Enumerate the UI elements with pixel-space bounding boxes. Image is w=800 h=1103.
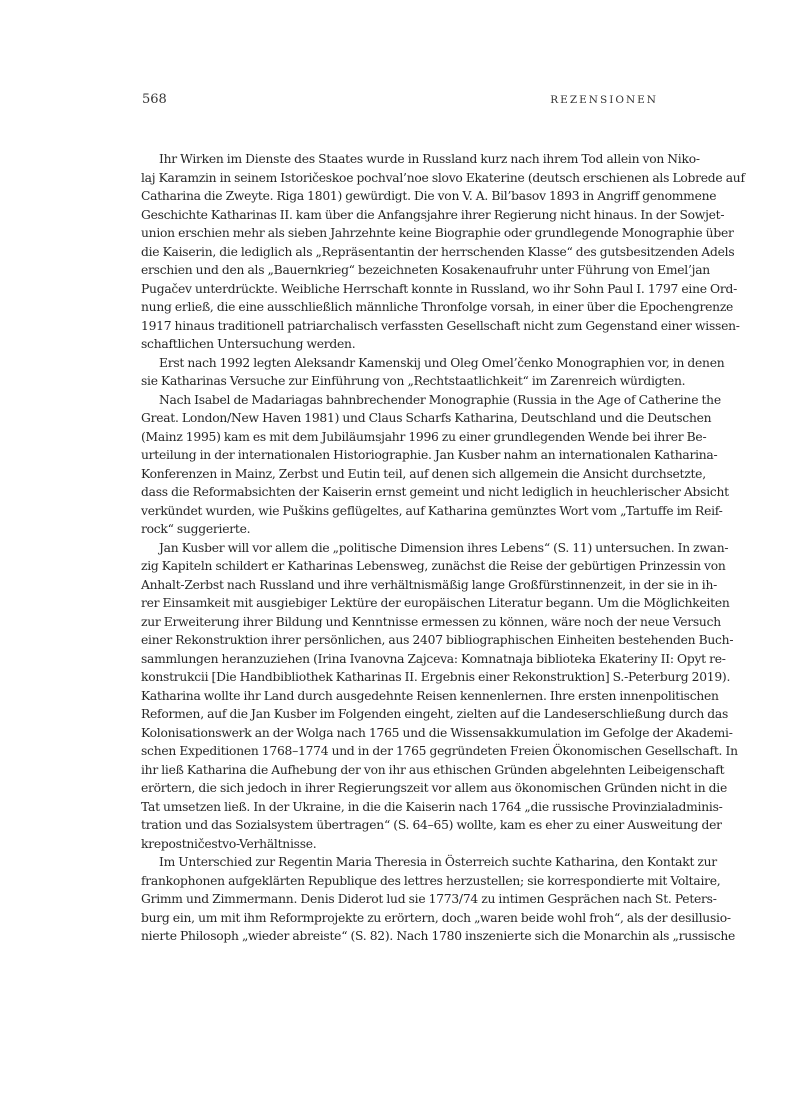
text-line: zig Kapiteln schildert er Katharinas Lebensweg, zunächst die Reise der gebürtigen Prinzessin von xyxy=(141,559,726,573)
text-line: urteilung in der internationalen Historiographie. Jan Kusber nahm an internationalen Katharina- xyxy=(141,448,718,462)
text-line: Erst nach 1992 legten Aleksandr Kamenskij und Oleg Omel’čenko Monographien vor, in denen xyxy=(159,355,725,370)
text-line: Jan Kusber will vor allem die „politische Dimension ihres Lebens“ (S. 11) untersuchen. In zwan- xyxy=(159,540,729,555)
text-line: Konferenzen in Mainz, Zerbst und Eutin teil, auf denen sich allgemein die Ansicht durchsetzte, xyxy=(141,466,706,481)
body-text xyxy=(141,150,745,946)
text-line: Kolonisationswerk an der Wolga nach 1765 und die Wissensakkumulation im Gefolge der Akademi- xyxy=(141,725,733,740)
text-line: nung erließ, die eine ausschließlich männliche Thronfolge vorsah, in einer über die Epochengrenze xyxy=(141,300,734,314)
paragraph xyxy=(141,150,745,354)
text-line: 1917 hinaus traditionell patriarchalisch verfassten Gesellschaft nicht zum Gegenstand einer wissen- xyxy=(141,318,740,333)
text-line: nierte Philosoph „wieder abreiste“ (S. 82). Nach 1780 inszenierte sich die Monarchin als „russische xyxy=(141,929,736,943)
text-line: ihr ließ Katharina die Aufhebung der von ihr aus ethischen Gründen abgelehnten Leibeigenschaft xyxy=(141,762,725,777)
text-line: die Kaiserin, die lediglich als „Repräsentantin der herrschenden Klasse“ des gutsbesitzenden Adels xyxy=(141,244,735,259)
paragraph xyxy=(141,354,725,391)
text-line: zur Erweiterung ihrer Bildung und Kenntnisse ermessen zu können, wäre noch der neue Versuch xyxy=(141,614,721,629)
text-line: Catharina die Zweyte. Riga 1801) gewürdigt. Die von V. A. Bil’basov 1893 in Angriff genommene xyxy=(141,189,717,203)
text-line: krepostničestvo-Verhältnisse. xyxy=(141,836,317,851)
text-line: erörtern, die sich jedoch in ihrer Regierungszeit vor allem aus ökonomischen Gründen nicht in die xyxy=(141,781,727,795)
text-line: (Mainz 1995) kam es mit dem Jubiläumsjahr 1996 zu einer grundlegenden Wende bei ihrer Be- xyxy=(141,429,707,444)
text-line: einer Rekonstruktion ihrer persönlichen, aus 2407 bibliographischen Einheiten bestehenden Buch- xyxy=(141,633,734,647)
text-line: Katharina wollte ihr Land durch ausgedehnte Reisen kennenlernen. Ihre ersten innenpolitischen xyxy=(141,688,719,703)
text-line: Tat umsetzen ließ. In der Ukraine, in die die Kaiserin nach 1764 „die russische Provinzialadminis- xyxy=(141,799,723,814)
text-line: Ihr Wirken im Dienste des Staates wurde in Russland kurz nach ihrem Tod allein von Niko- xyxy=(159,152,700,166)
text-line: Grimm und Zimmermann. Denis Diderot lud sie 1773/74 zu intimen Gesprächen nach St. Peters- xyxy=(141,892,717,906)
text-line: sie Katharinas Versuche zur Einführung von „Rechtstaatlichkeit“ im Zarenreich würdigten. xyxy=(141,374,686,388)
text-line: konstrukcii [Die Handbibliothek Katharinas II. Ergebnis einer Rekonstruktion] S.-Peterburg 2019). xyxy=(141,670,731,684)
page-number: 568 xyxy=(142,92,167,107)
text-line: schen Expeditionen 1768–1774 und in der 1765 gegründeten Freien Ökonomischen Gesellschaft. In xyxy=(141,744,738,758)
text-line: Reformen, auf die Jan Kusber im Folgenden eingeht, zielten auf die Landeserschließung durch das xyxy=(141,707,729,721)
paragraph xyxy=(141,853,736,946)
text-line: Nach Isabel de Madariagas bahnbrechender Monographie (Russia in the Age of Catherine the xyxy=(159,392,721,407)
text-line: burg ein, um mit ihm Reformprojekte zu erörtern, doch „waren beide wohl froh“, als der desillusio- xyxy=(141,910,731,925)
text-line: verkündet wurden, wie Puškins geflügeltes, auf Katharina gemünztes Wort vom „Tartuffe im Reif- xyxy=(141,503,723,518)
paragraph xyxy=(141,539,738,854)
paragraph xyxy=(141,391,729,539)
text-line: sammlungen heranzuziehen (Irina Ivanovna Zajceva: Komnatnaja biblioteka Ekateriny II: Opyt re- xyxy=(141,651,726,666)
running-head: REZENSIONEN xyxy=(550,94,658,106)
text-line: rer Einsamkeit mit ausgiebiger Lektüre der europäischen Literatur begann. Um die Möglichkeiten xyxy=(141,596,730,610)
text-line: union erschien mehr als sieben Jahrzehnte keine Biographie oder grundlegende Monographie über xyxy=(141,226,734,240)
text-line: tration und das Sozialsystem übertragen“ (S. 64–65) wollte, kam es eher zu einer Ausweitung der xyxy=(141,818,722,832)
text-line: Geschichte Katharinas II. kam über die Anfangsjahre ihrer Regierung nicht hinaus. In der Sowjet- xyxy=(141,207,725,222)
text-line: frankophonen aufgeklärten Republique des lettres herzustellen; sie korrespondierte mit Voltaire, xyxy=(141,873,721,888)
text-line: dass die Reformabsichten der Kaiserin ernst gemeint und nicht lediglich in heuchlerischer Absicht xyxy=(141,485,729,499)
text-line: rock“ suggerierte. xyxy=(141,522,251,536)
text-line: erschien und den als „Bauernkrieg“ bezeichneten Kosakenaufruhr unter Führung von Emel’jan xyxy=(141,263,710,277)
text-line: Im Unterschied zur Regentin Maria Theresia in Österreich suchte Katharina, den Kontakt zur xyxy=(159,855,717,869)
text-line: schaftlichen Untersuchung werden. xyxy=(141,337,356,351)
text-line: Anhalt-Zerbst nach Russland und ihre verhältnismäßig lange Großfürstinnenzeit, in der sie in ih- xyxy=(141,577,718,592)
text-line: laj Karamzin in seinem Istoričeskoe pochval’noe slovo Ekaterine (deutsch erschienen als Lobrede auf xyxy=(141,170,745,185)
text-line: Pugačev unterdrückte. Weibliche Herrschaft konnte in Russland, wo ihr Sohn Paul I. 1797 eine Ord- xyxy=(141,281,738,296)
text-line: Great. London/New Haven 1981) und Claus Scharfs Katharina, Deutschland und die Deutschen xyxy=(141,411,712,425)
